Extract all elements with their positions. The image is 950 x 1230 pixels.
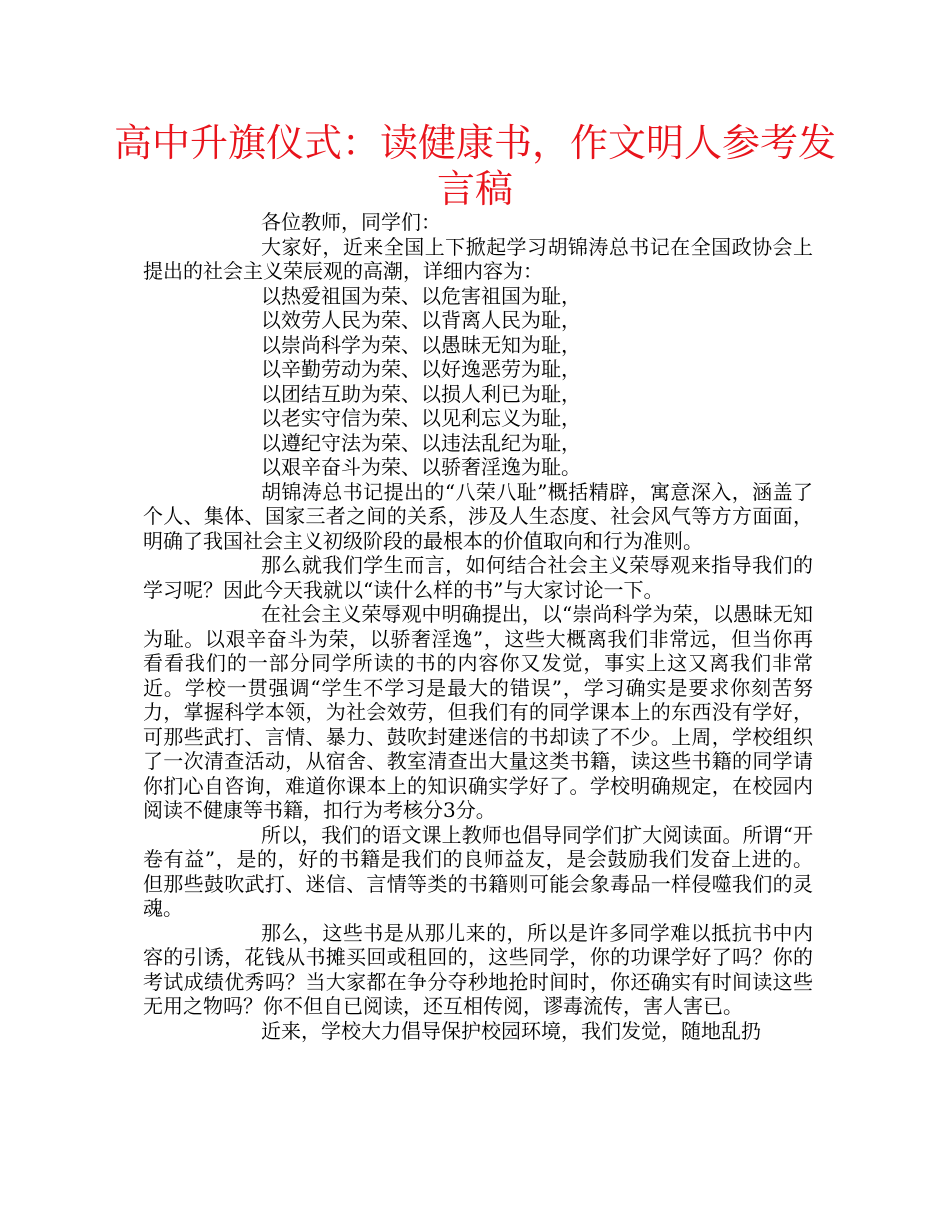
principle-line: 以遵纪守法为荣、以违法乱纪为耻， xyxy=(261,430,581,455)
paragraph: 那么就我们学生而言，如何结合社会主义荣辱观来指导我们的学习呢？因此今天我就以“读什么样的书”与大家讨论一下。 xyxy=(143,553,813,602)
principle-line: 以老实守信为荣、以见利忘义为耻， xyxy=(261,406,581,430)
paragraph: 那么，这些书是从那儿来的，所以是许多同学难以抵抗书中内容的引诱，花钱从书摊买回或租回的，这些同学，你的功课学好了吗？你的考试成绩优秀吗？当大家都在争分夺秒地抢时间时，你还确实有时间读这些无用之物吗？你不但自已阅读，还互相传阅，谬毒流传，害人害已。 xyxy=(143,920,813,1018)
document-body xyxy=(143,210,813,1043)
principle-line: 以辛勤劳动为荣、以好逸恶劳为耻， xyxy=(261,357,581,381)
salutation: 各位教师，同学们： xyxy=(261,210,441,234)
principle-line: 以效劳人民为荣、以背离人民为耻， xyxy=(261,308,581,332)
document-title: 高中升旗仪式：读健康书，作文明人参考发言稿 xyxy=(113,121,836,211)
paragraph: 所以，我们的语文课上教师也倡导同学们扩大阅读面。所谓“开卷有益”，是的，好的书籍是我们的良师益友，是会鼓励我们发奋上进的。但那些鼓吹武打、迷信、言情等类的书籍则可能会象毒品一样侵噬我们的灵魂。 xyxy=(143,822,813,920)
paragraph: 大家好，近来全国上下掀起学习胡锦涛总书记在全国政协会上提出的社会主义荣辰观的高潮，详细内容为： xyxy=(143,234,813,283)
principle-line: 以崇尚科学为荣、以愚昧无知为耻， xyxy=(261,332,581,357)
principle-line: 以艰辛奋斗为荣、以骄奢淫逸为耻。 xyxy=(261,455,581,479)
principle-line: 以热爱祖国为荣、以危害祖国为耻， xyxy=(261,283,581,308)
paragraph: 在社会主义荣辱观中明确提出，以“崇尚科学为荣，以愚昧无知为耻。以艰辛奋斗为荣，以骄奢淫逸”，这些大概离我们非常远，但当你再看看我们的一部分同学所读的书的内容你又发觉，事实上这又离我们非常近。学校一贯强调“学生不学习是最大的错误”，学习确实是要求你刻苦努力，掌握科学本领，为社会效劳，但我们有的同学课本上的东西没有学好，可那些武打、言情、暴力、鼓吹封建迷信的书却读了不少。上周，学校组织了一次清查活动，从宿舍、教室清查出大量这类书籍，读这些书籍的同学请你扪心自咨询，难道你课本上的知识确实学好了。学校明确规定，在校园内阅读不健康等书籍，扣行为考核分3分。 xyxy=(143,602,813,822)
principle-line: 以团结互助为荣、以损人利已为耻， xyxy=(261,381,581,406)
paragraph: 近来，学校大力倡导保护校园环境，我们发觉，随地乱扔 xyxy=(261,1018,761,1043)
paragraph: 胡锦涛总书记提出的“八荣八耻”概括精辟，寓意深入，涵盖了个人、集体、国家三者之间的关系，涉及人生态度、社会风气等方方面面，明确了我国社会主义初级阶段的最根本的价值取向和行为准则。 xyxy=(143,479,813,553)
